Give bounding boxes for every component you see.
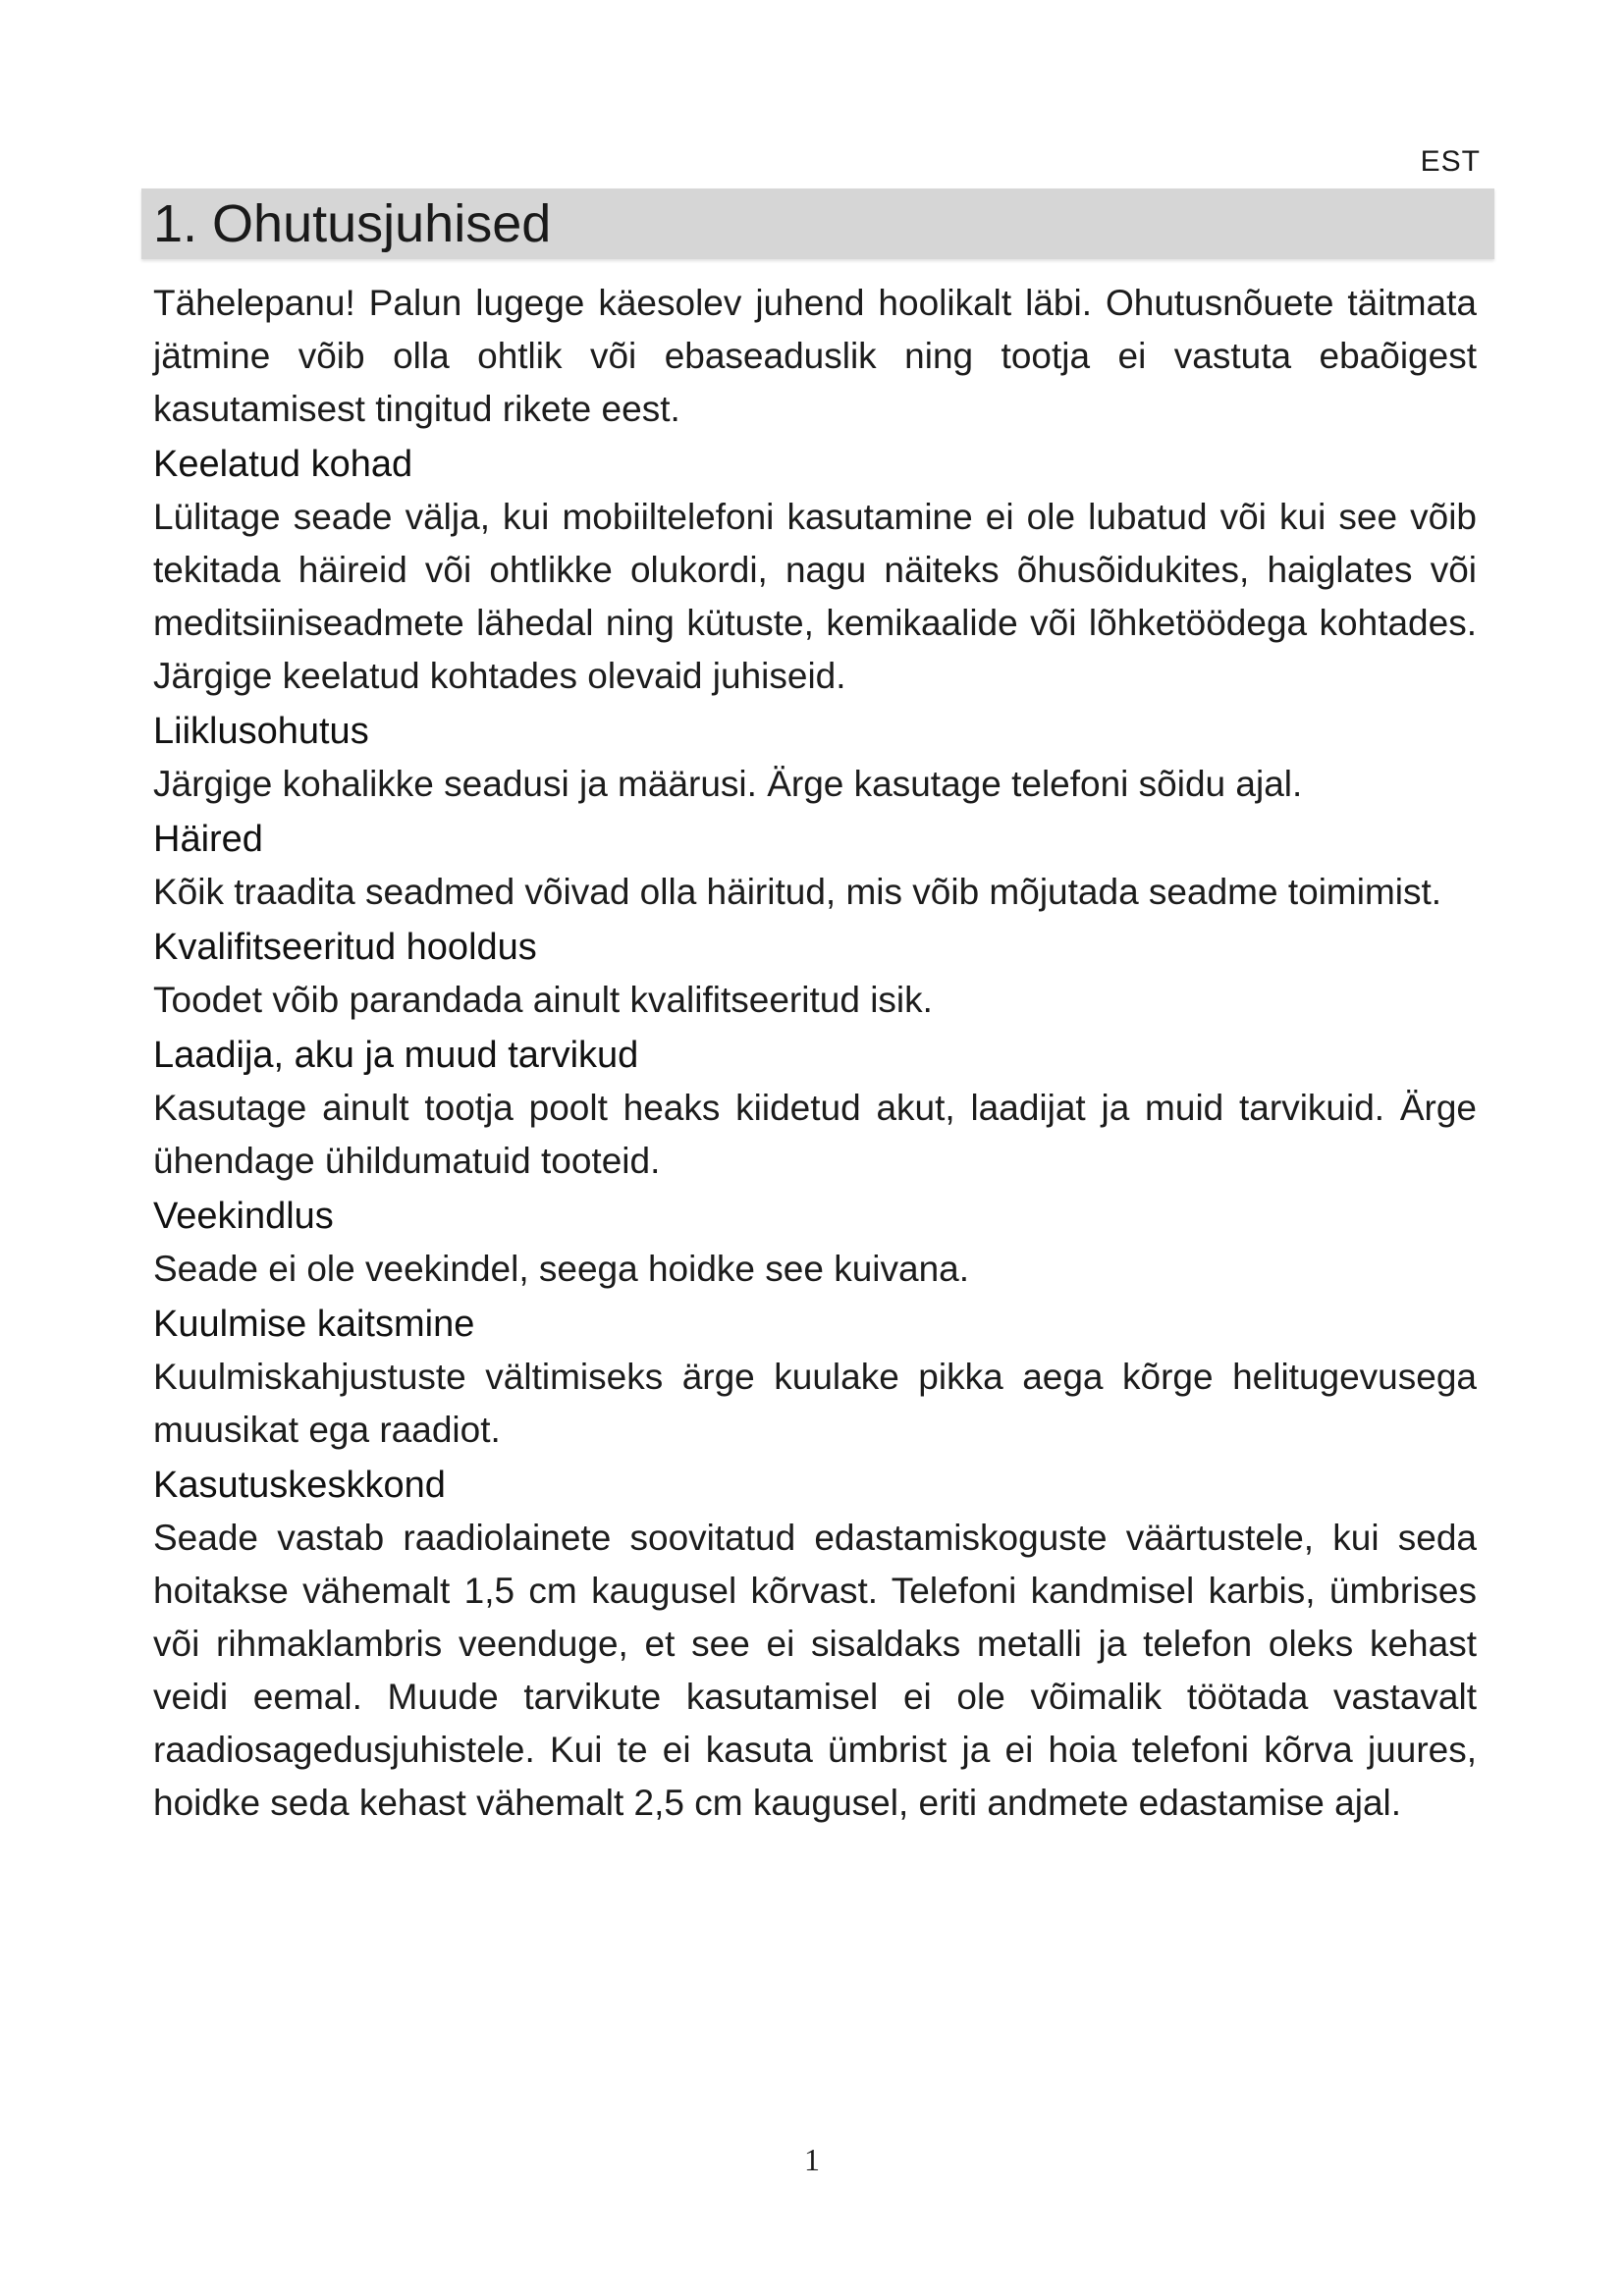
- section-body: Kõik traadita seadmed võivad olla häiritud, mis võib mõjutada seadme toimimist.: [153, 872, 1442, 912]
- section-laadija-aku: [153, 1029, 1477, 1188]
- section-liiklusohutus: [153, 705, 1477, 811]
- section-body: Seade ei ole veekindel, seega hoidke see kuivana.: [153, 1249, 970, 1289]
- section-body: Kuulmiskahjustuste vältimiseks ärge kuulake pikka aega kõrge helitugevusega muusikat ega raadiot.: [153, 1357, 1477, 1450]
- section-heading: Liiklusohutus: [153, 711, 369, 752]
- intro-paragraph: Tähelepanu! Palun lugege käesolev juhend hoolikalt läbi. Ohutusnõuete täitmata jätmine võib olla ohtlik või ebaseaduslik ning tootja ei vastuta ebaõigest kasutamisest tingitud rikete eest.: [153, 283, 1477, 429]
- section-heading: Keelatud kohad: [153, 444, 413, 485]
- page-number: 1: [804, 2142, 820, 2177]
- section-body: Toodet võib parandada ainult kvalifitseeritud isik.: [153, 980, 933, 1020]
- section-heading: Kuulmise kaitsmine: [153, 1304, 475, 1345]
- section-kvalifitseeritud-hooldus: [153, 921, 1477, 1027]
- section-heading: Häired: [153, 819, 263, 860]
- section-kasutuskeskkond: [153, 1459, 1477, 1830]
- section-heading: Kvalifitseeritud hooldus: [153, 927, 537, 968]
- section-body: Järgige kohalikke seadusi ja määrusi. Ärge kasutage telefoni sõidu ajal.: [153, 764, 1303, 804]
- section-title-bar: [141, 188, 1494, 259]
- section-heading: Veekindlus: [153, 1196, 334, 1237]
- page-title: 1. Ohutusjuhised: [153, 194, 552, 253]
- section-haired: [153, 813, 1477, 919]
- section-body: Seade vastab raadiolainete soovitatud edastamiskoguste väärtustele, kui seda hoitakse vähemalt 1,5 cm kaugusel kõrvast. Telefoni kandmisel karbis, ümbrises või rihmaklambris veenduge, et see ei sisaldaks metalli ja telefon oleks kehast veidi eemal. Muude tarvikute kasutamisel ei ole võimalik töötada vastavalt raadiosagedusjuhistele. Kui te ei kasuta ümbrist ja ei hoia telefoni kõrva juures, hoidke seda kehast vähemalt 2,5 cm kaugusel, eriti andmete edastamise ajal.: [153, 1518, 1477, 1823]
- section-keelatud-kohad: [153, 438, 1477, 703]
- section-heading: Kasutuskeskkond: [153, 1465, 446, 1506]
- section-body: Lülitage seade välja, kui mobiiltelefoni kasutamine ei ole lubatud või kui see võib tekitada häireid või ohtlikke olukordi, nagu näiteks õhusõidukites, haiglates või meditsiiniseadmete lähedal ning kütuste, kemikaalide või lõhketöödega kohtades. Järgige keelatud kohtades olevaid juhiseid.: [153, 497, 1477, 696]
- section-kuulmise-kaitsmine: [153, 1298, 1477, 1457]
- language-tag: EST: [1420, 145, 1481, 178]
- section-body: Kasutage ainult tootja poolt heaks kiidetud akut, laadijat ja muid tarvikuid. Ärge ühendage ühildumatuid tooteid.: [153, 1088, 1477, 1181]
- section-heading: Laadija, aku ja muud tarvikud: [153, 1035, 639, 1076]
- section-veekindlus: [153, 1190, 1477, 1296]
- document-body: [153, 277, 1477, 1830]
